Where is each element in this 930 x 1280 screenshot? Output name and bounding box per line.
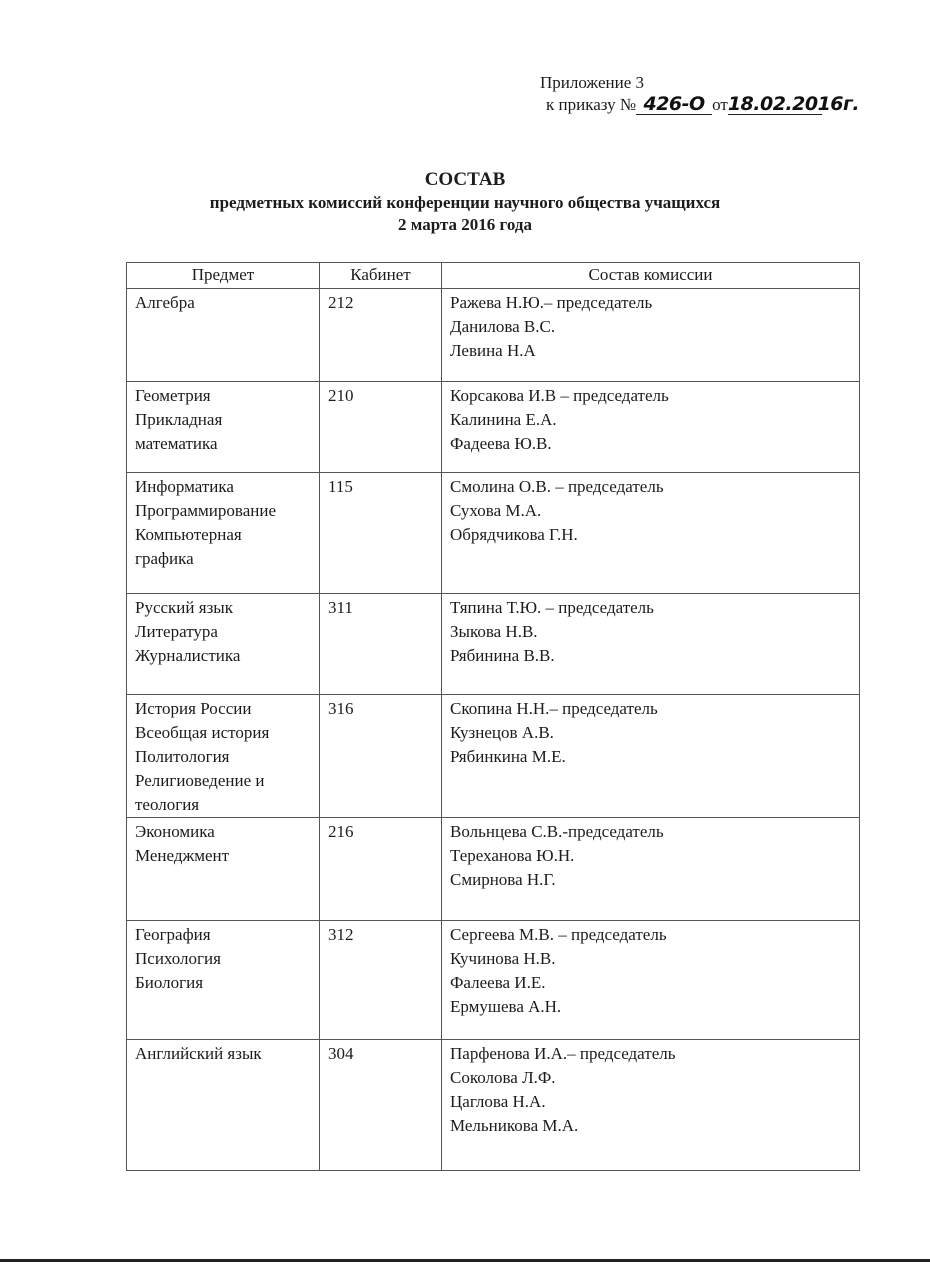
room-cell: 316 xyxy=(320,695,442,818)
order-date-prefix: от xyxy=(712,95,728,114)
table-row xyxy=(127,289,860,382)
header-subject: Предмет xyxy=(127,263,320,289)
table-header-row xyxy=(127,263,860,289)
room-cell: 311 xyxy=(320,594,442,695)
table-row xyxy=(127,594,860,695)
subject-cell: История России Всеобщая история Политология Религиоведение и теология xyxy=(127,695,320,818)
subject-cell: Геометрия Прикладная математика xyxy=(127,382,320,473)
room-cell: 115 xyxy=(320,473,442,594)
subject-cell: Алгебра xyxy=(127,289,320,382)
page-bottom-rule xyxy=(0,1259,930,1262)
members-cell: Ражева Н.Ю.– председатель Данилова В.С. Левина Н.А xyxy=(442,289,860,382)
room-cell: 210 xyxy=(320,382,442,473)
table-row xyxy=(127,695,860,818)
subject-cell: Русский язык Литература Журналистика xyxy=(127,594,320,695)
table-row xyxy=(127,382,860,473)
members-cell: Смолина О.В. – председатель Сухова М.А. Обрядчикова Г.Н. xyxy=(442,473,860,594)
table-row xyxy=(127,818,860,921)
document-title xyxy=(0,168,930,236)
appendix-label: Приложение 3 xyxy=(540,73,644,92)
members-cell: Корсакова И.В – председатель Калинина Е.А. Фадеева Ю.В. xyxy=(442,382,860,473)
order-date: 18.02.2016г. xyxy=(727,93,860,115)
table-row xyxy=(127,473,860,594)
members-cell: Сергеева М.В. – председатель Кучинова Н.В. Фалеева И.Е. Ермушева А.Н. xyxy=(442,921,860,1040)
subject-cell: Экономика Менеджмент xyxy=(127,818,320,921)
table-row xyxy=(127,1040,860,1171)
room-cell: 212 xyxy=(320,289,442,382)
order-prefix: к приказу № xyxy=(546,95,637,114)
order-number: 426-О xyxy=(636,94,712,115)
appendix-block xyxy=(540,72,880,116)
subject-cell: География Психология Биология xyxy=(127,921,320,1040)
title-heading: СОСТАВ xyxy=(424,169,506,190)
members-cell: Скопина Н.Н.– председатель Кузнецов А.В. Рябинкина М.Е. xyxy=(442,695,860,818)
title-date: 2 марта 2016 года xyxy=(398,215,532,234)
room-cell: 312 xyxy=(320,921,442,1040)
title-subheading: предметных комиссий конференции научного общества учащихся xyxy=(209,193,721,212)
subject-cell: Английский язык xyxy=(127,1040,320,1171)
members-cell: Тяпина Т.Ю. – председатель Зыкова Н.В. Рябинина В.В. xyxy=(442,594,860,695)
commissions-table xyxy=(126,262,860,1171)
table-row xyxy=(127,921,860,1040)
members-cell: Вольнцева С.В.-председатель Тереханова Ю.Н. Смирнова Н.Г. xyxy=(442,818,860,921)
room-cell: 304 xyxy=(320,1040,442,1171)
header-room: Кабинет xyxy=(320,263,442,289)
order-reference xyxy=(540,94,880,116)
header-members: Состав комиссии xyxy=(442,263,860,289)
room-cell: 216 xyxy=(320,818,442,921)
subject-cell: Информатика Программирование Компьютерная графика xyxy=(127,473,320,594)
members-cell: Парфенова И.А.– председатель Соколова Л.Ф. Цаглова Н.А. Мельникова М.А. xyxy=(442,1040,860,1171)
